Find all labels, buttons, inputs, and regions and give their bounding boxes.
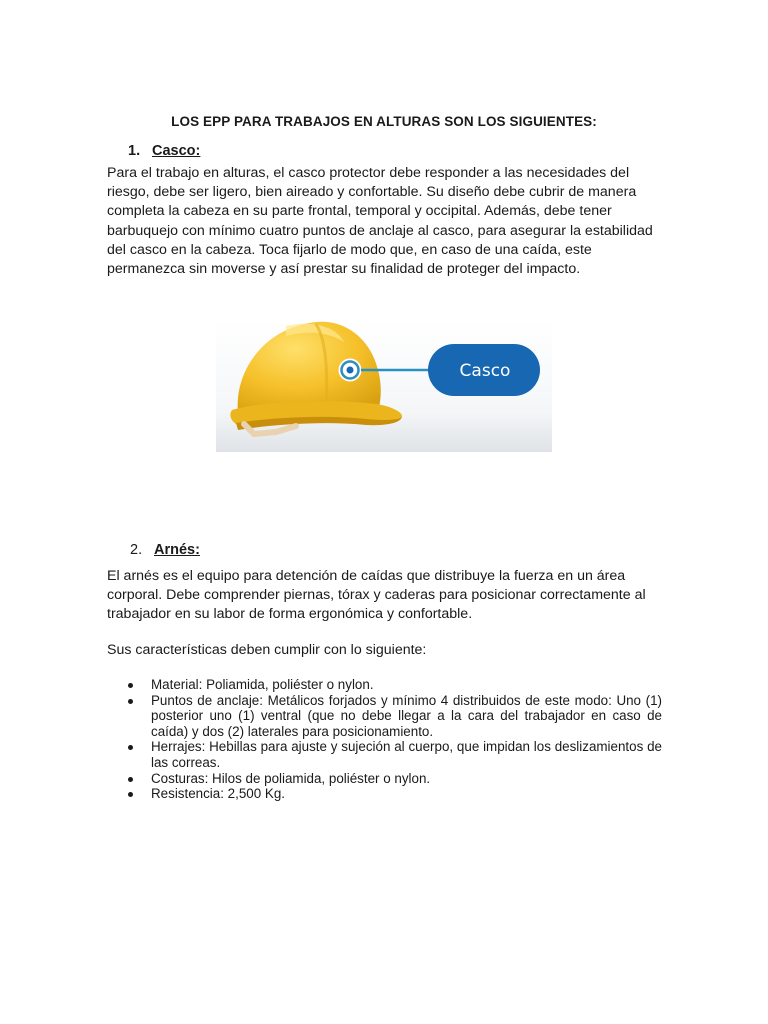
section-heading-casco xyxy=(128,142,200,160)
section-number: 2. xyxy=(130,542,143,558)
arnes-paragraph: El arnés es el equipo para detención de caídas que distribuye la fuerza en un área corporal. Debe comprender piernas, tórax y caderas para posicionar correctamente al trabajador en su labor de forma ergonómica y confortable. xyxy=(107,568,646,623)
casco-figure xyxy=(216,320,552,452)
document-title: LOS EPP PARA TRABAJOS EN ALTURAS SON LOS SIGUIENTES: xyxy=(171,114,597,129)
casco-paragraph: Para el trabajo en alturas, el casco protector debe responder a las necesidades del riesgo, debe ser ligero, bien aireado y confortable. Su diseño debe cubrir de manera completa la cabeza en su parte frontal, temporal y occipital. Además, debe tener barbuquejo con mínimo cuatro puntos de anclaje al casco, para asegurar la estabilidad del casco en la cabeza. Toca fijarlo de modo que, en caso de una caída, este permanezca sin moverse y así prestar su finalidad de proteger del impacto. xyxy=(107,165,653,278)
bullet-icon xyxy=(128,745,133,750)
list-item-text: Resistencia: 2,500 Kg. xyxy=(151,786,285,802)
list-item-text: Costuras: Hilos de poliamida, poliéster o nylon. xyxy=(151,770,431,786)
list-item-text: Herrajes: Hebillas para ajuste y sujeción al cuerpo, que impidan los deslizamientos de las correas. xyxy=(151,739,662,770)
section-number: 1. xyxy=(128,143,141,159)
list-item-text: Material: Poliamida, poliéster o nylon. xyxy=(151,677,374,692)
list-item xyxy=(126,677,662,693)
bullet-icon xyxy=(128,792,133,797)
section-heading-text: Arnés: xyxy=(154,542,200,558)
arnes-intro: Sus características deben cumplir con lo siguiente: xyxy=(107,642,427,658)
list-item xyxy=(126,786,662,802)
bullet-icon xyxy=(128,683,133,688)
list-item xyxy=(126,771,662,787)
list-item-text: Puntos de anclaje: Metálicos forjados y mínimo 4 distribuidos de este modo: Uno (1) posterior uno (1) ventral (que no debe llegar a la cara del trabajador en caso de caída) y dos (2) laterales para posicionamiento. xyxy=(151,692,662,739)
bullet-icon xyxy=(128,777,133,782)
casco-label: Casco xyxy=(459,361,511,381)
section-heading-arnes xyxy=(130,541,200,559)
section-heading-text: Casco: xyxy=(152,143,201,159)
target-icon xyxy=(339,359,361,381)
list-item xyxy=(126,693,662,740)
characteristics-list xyxy=(126,677,662,802)
bullet-icon xyxy=(128,699,133,704)
list-item xyxy=(126,739,662,770)
